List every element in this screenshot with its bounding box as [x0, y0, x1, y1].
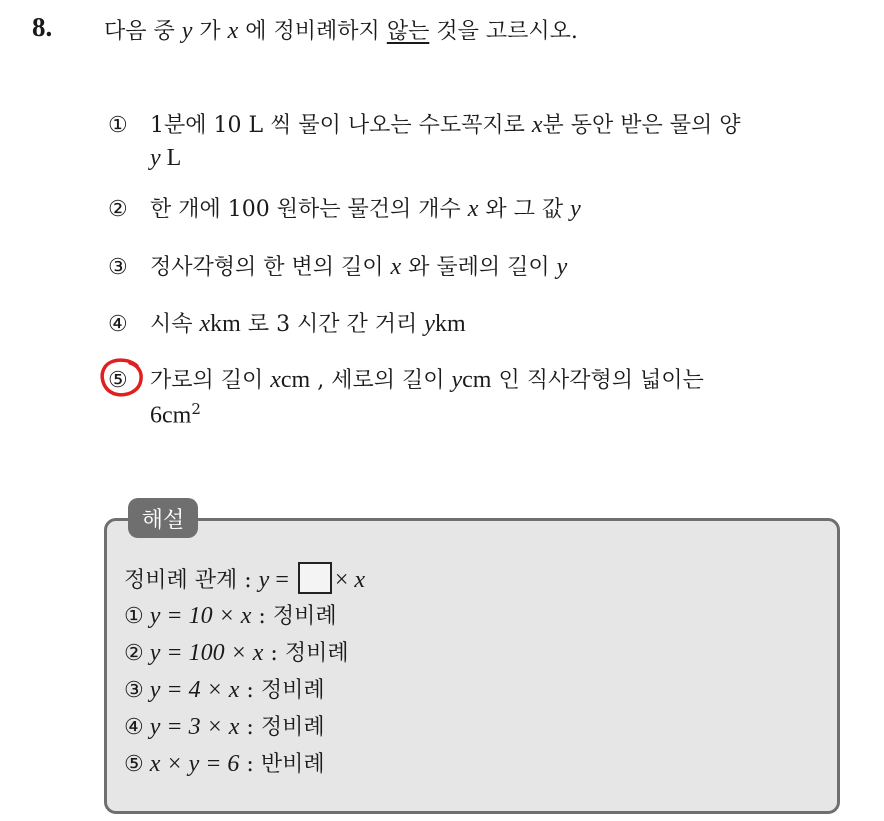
explanation-line-5: ⑤ x × y = 6 : 반비례 [124, 751, 325, 777]
explanation-header: 정비례 관계 : y = × x [124, 562, 365, 594]
explanation-tab: 해설 [128, 498, 198, 538]
answer-circle-icon [99, 357, 145, 397]
choice-3[interactable]: ③ 정사각형의 한 변의 길이 x 와 둘레의 길이 y [108, 254, 568, 280]
choice-mark: ② [108, 197, 128, 222]
emphasis-underline: 않는 [386, 19, 430, 44]
explanation-line-1: ① y = 10 × x : 정비례 [124, 603, 337, 629]
explanation-line-2: ② y = 100 × x : 정비례 [124, 640, 349, 666]
choice-2[interactable]: ② 한 개에 100 원하는 물건의 개수 x 와 그 값 y [108, 196, 581, 222]
choice-mark: ④ [108, 312, 128, 337]
choice-mark: ⑤ [108, 368, 128, 393]
var-y: y [181, 18, 193, 44]
choice-mark: ③ [108, 255, 128, 280]
question-text: 다음 중 y 가 x 에 정비례하지 않는 것을 고르시오. [104, 18, 578, 44]
explanation-line-4: ④ y = 3 × x : 정비례 [124, 714, 325, 740]
explanation-line-3: ③ y = 4 × x : 정비례 [124, 677, 325, 703]
choice-4[interactable]: ④ 시속 xkm 로 3 시간 간 거리 ykm [108, 311, 466, 337]
var-x: x [227, 18, 239, 44]
choice-mark: ① [108, 113, 128, 138]
question-number: 8. [32, 12, 53, 42]
blank-box-icon [298, 562, 332, 594]
choice-1[interactable]: ① 1분에 10 L 씩 물이 나오는 수도꼭지로 x분 동안 받은 물의 양 y L [108, 112, 741, 171]
choice-5[interactable]: ⑤ 가로의 길이 xcm , 세로의 길이 ycm 인 직사각형의 넓이는 $6cm^2$ [108, 367, 704, 429]
